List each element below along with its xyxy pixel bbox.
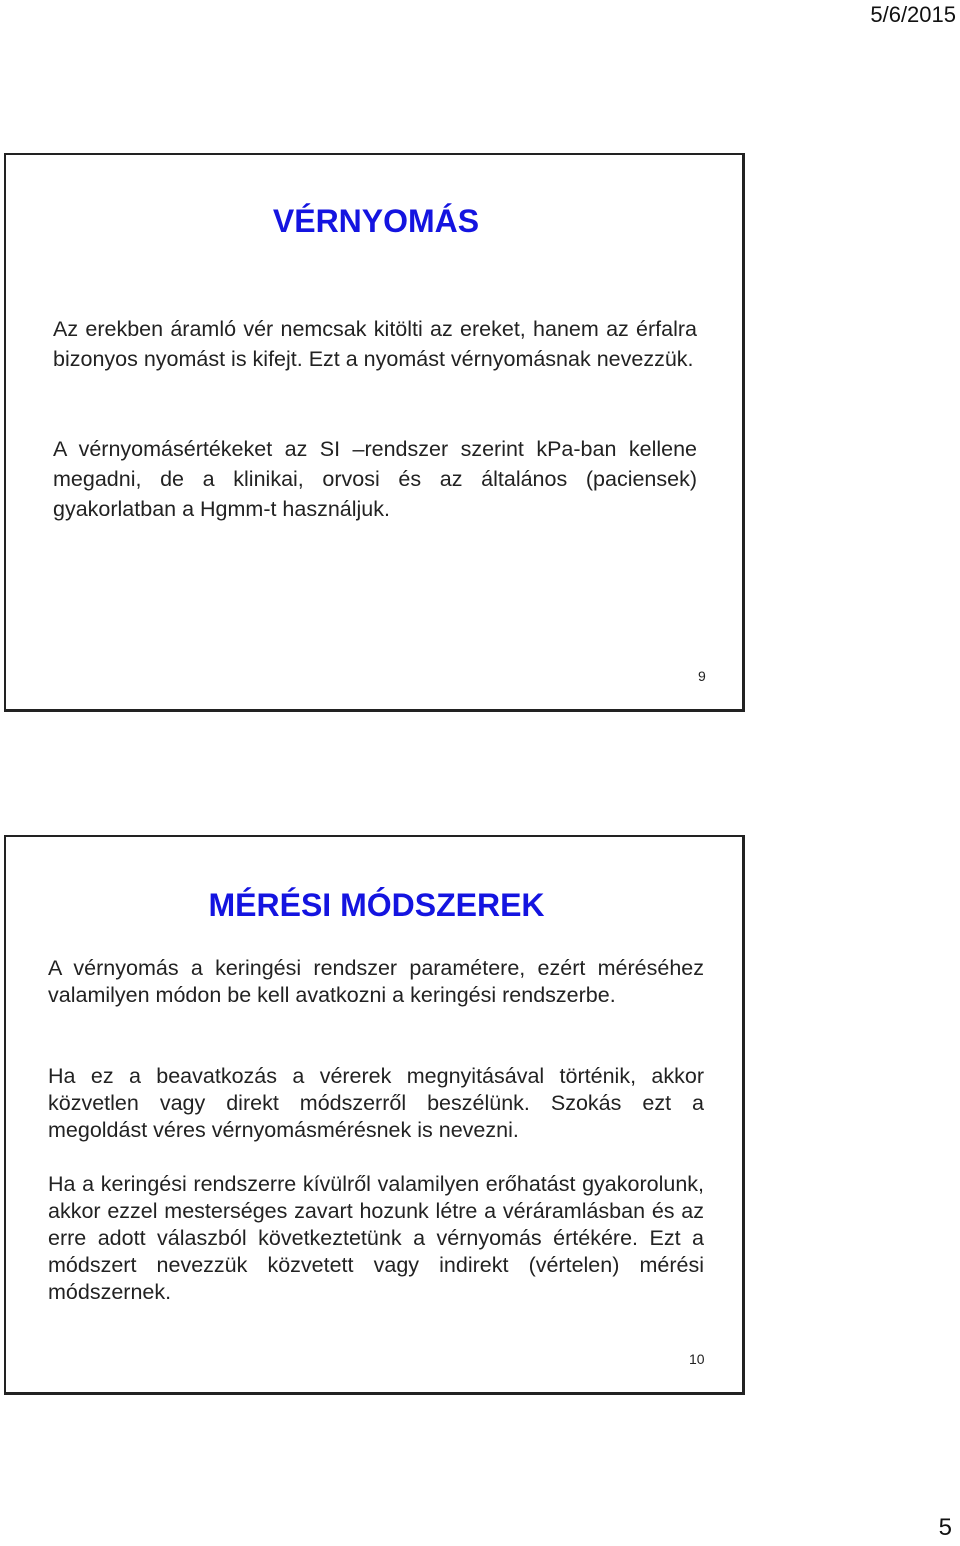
slide-page-number: 10: [689, 1351, 705, 1367]
slide-title: MÉRÉSI MÓDSZEREK: [208, 887, 545, 923]
slide-paragraph: Az erekben áramló vér nemcsak kitölti az ereket, hanem az érfalra bizonyos nyomást is kifejt. Ezt a nyomást vérnyomásnak nevezzük.: [53, 317, 697, 371]
slide-title: VÉRNYOMÁS: [272, 203, 480, 239]
slide-paragraph: A vérnyomás a keringési rendszer paramétere, ezért méréséhez valamilyen módon be kell avatkozni a keringési rendszerbe.: [48, 956, 704, 1007]
slide-page-number: 9: [698, 668, 706, 684]
slide-vernyomas: [4, 153, 745, 712]
document-page-number: 5: [938, 1514, 952, 1541]
document-date: 5/6/2015: [870, 2, 956, 27]
slide-paragraph: Ha a keringési rendszerre kívülről valamilyen erőhatást gyakorolunk, akkor ezzel mesterséges zavart hozunk létre a véráramlásban és az erre adott válaszból következtetünk a vérnyomás értékére. Ezt a módszert nevezzük közvetett vagy indirekt (vértelen) mérési módszernek.: [48, 1172, 704, 1304]
slide-paragraph: Ha ez a beavatkozás a vérerek megnyitásával történik, akkor közvetlen vagy direkt módszerről beszélünk. Szokás ezt a megoldást véres vérnyomásmérésnek is nevezni.: [48, 1064, 704, 1142]
slide-paragraph: A vérnyomásértékeket az SI –rendszer szerint kPa-ban kellene megadni, de a klinikai, orvosi és az általános (paciensek) gyakorlatban a Hgmm-t használjuk.: [53, 437, 697, 521]
slide-meresi-modszerek: [4, 835, 745, 1395]
